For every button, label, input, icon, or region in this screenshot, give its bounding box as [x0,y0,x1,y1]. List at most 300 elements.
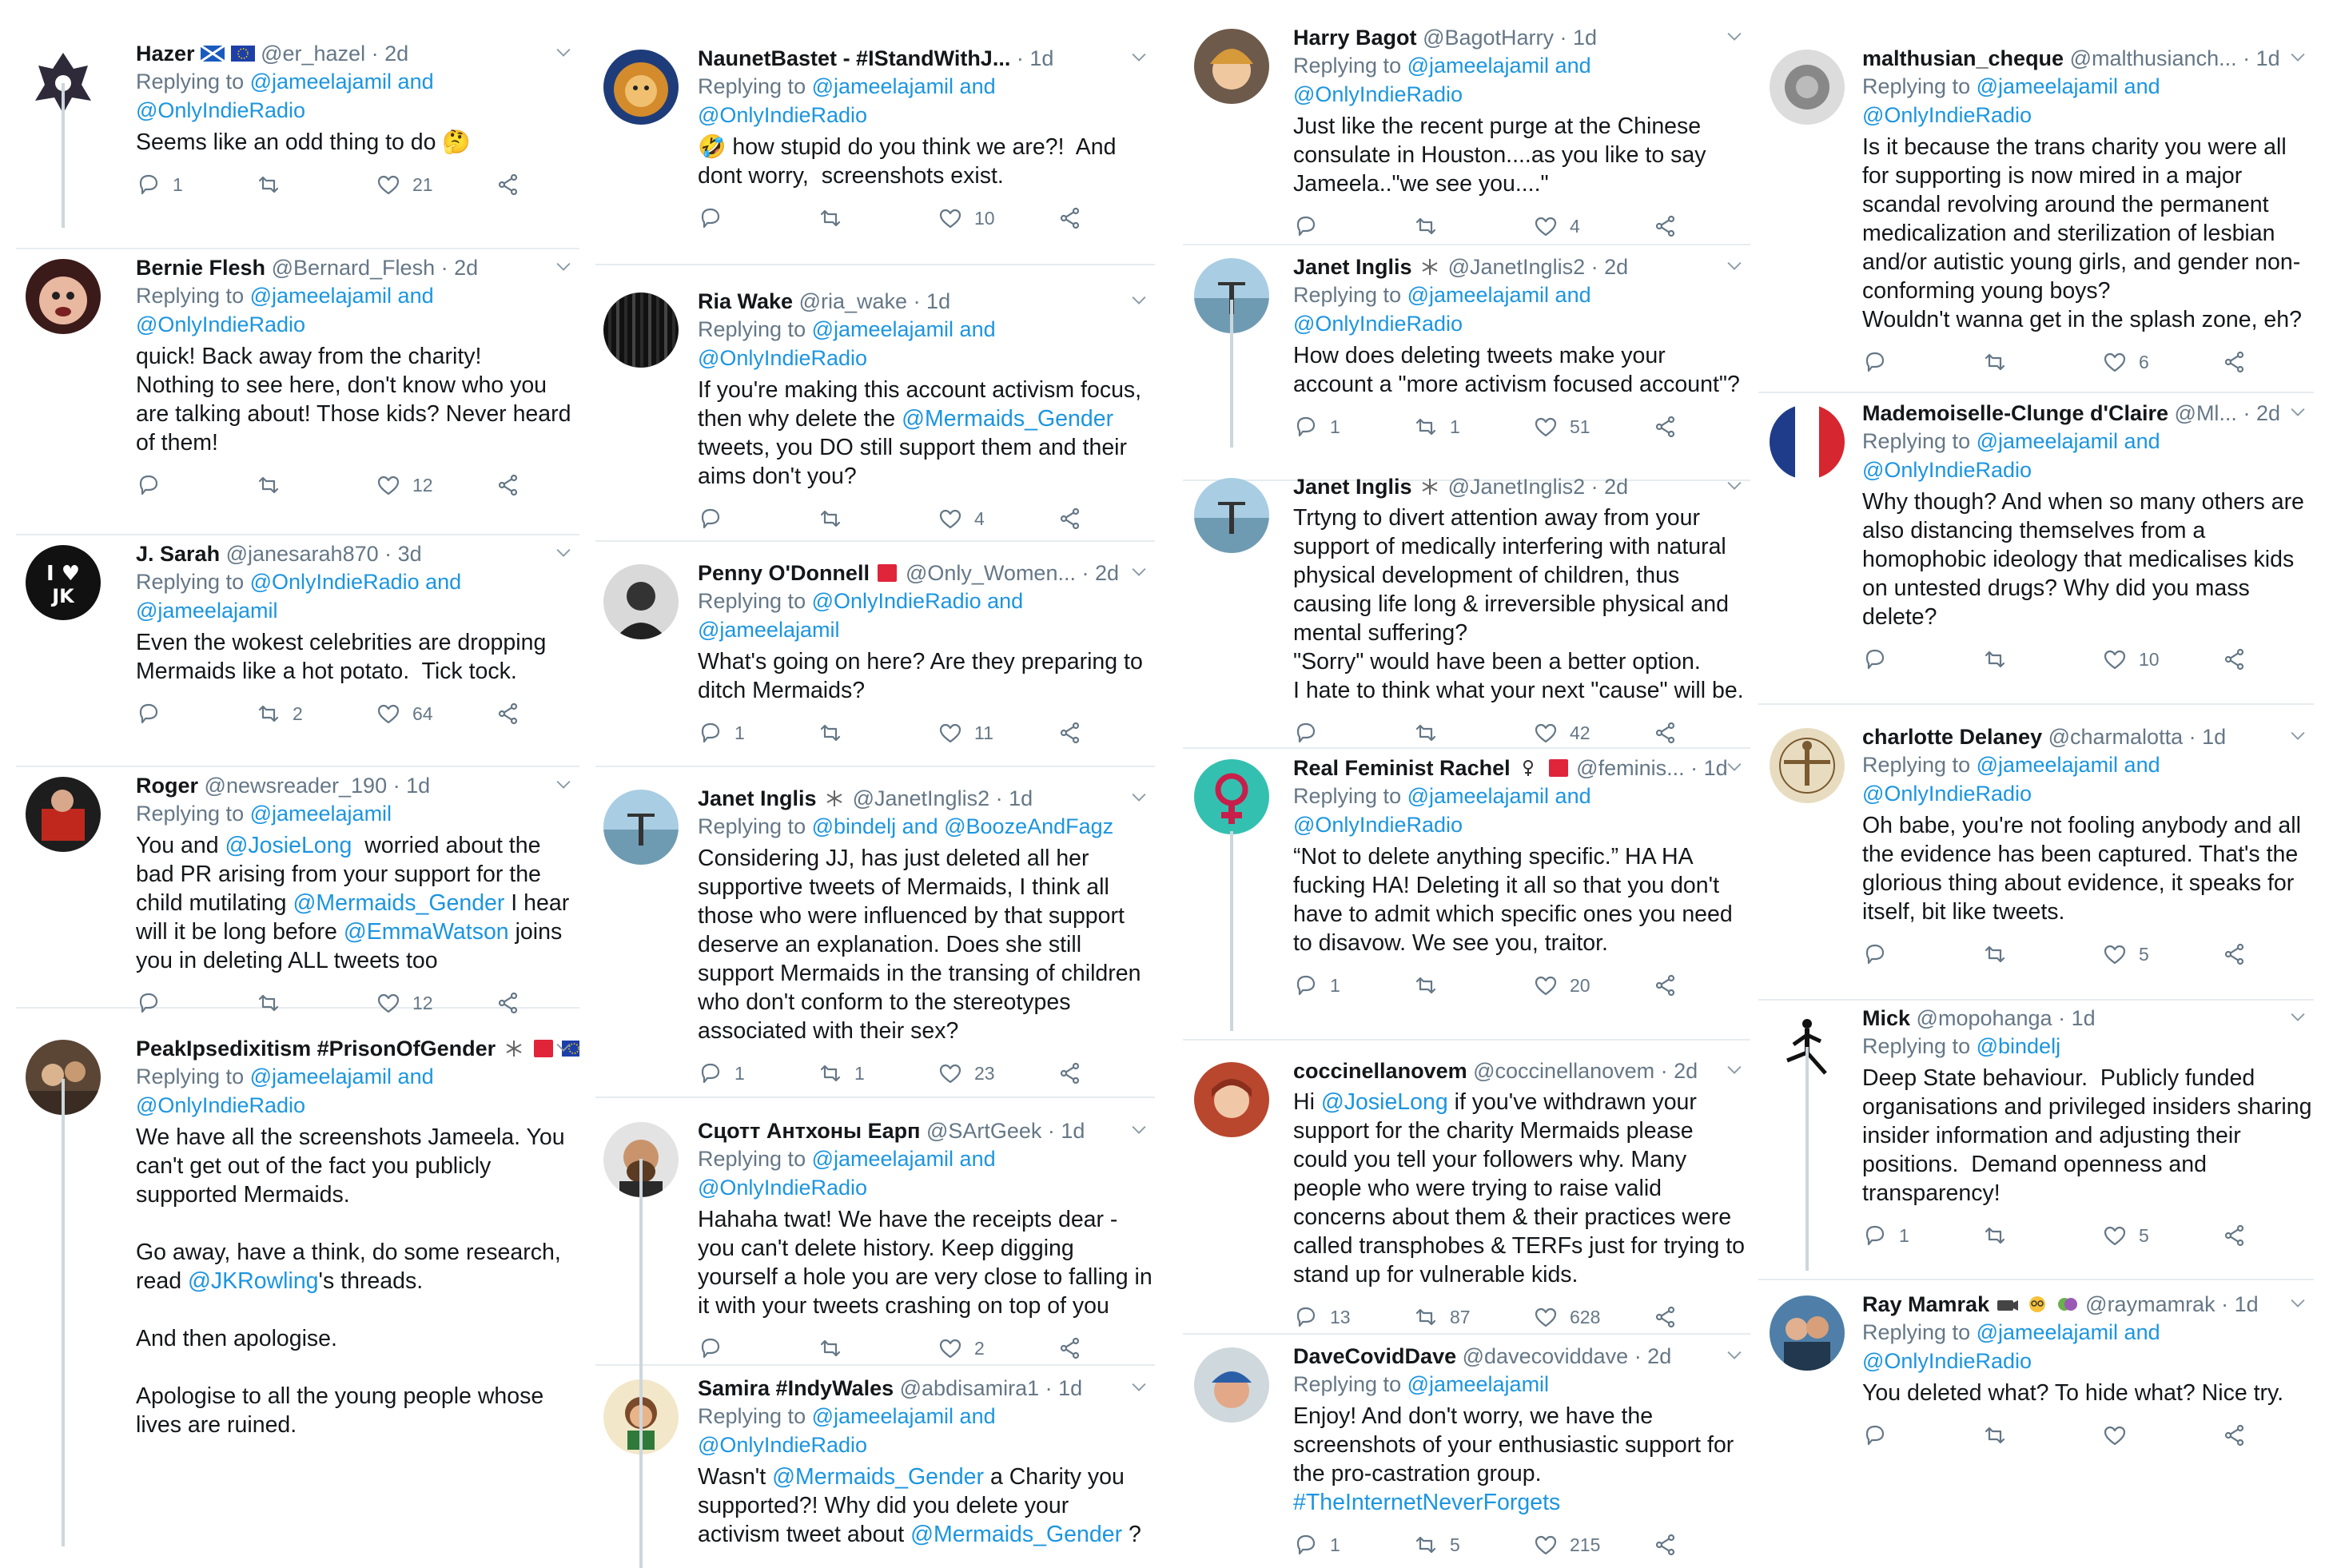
chevron-down-icon[interactable] [1723,1059,1746,1081]
timestamp[interactable]: · 2d [1081,561,1120,585]
thread-line [1230,300,1233,448]
avatar[interactable] [26,545,101,620]
retweet-button[interactable] [1413,1304,1533,1330]
share-button[interactable] [1057,720,1105,746]
reply-targets[interactable]: @jameelajamil and @OnlyIndieRadio [136,70,434,122]
replying-to-label: Replying to [698,1404,812,1428]
timestamp[interactable]: · 1d [913,289,951,313]
chevron-down-icon[interactable] [1723,1344,1746,1367]
replying-to-label: Replying to [1862,74,1977,98]
tweet-text-line: Go away, have a think, do some research, read @JKRowling's threads. [136,1240,567,1294]
tweet-header [1862,45,2314,72]
reply-icon [1293,1304,1319,1330]
tweet-divider [1183,1039,1750,1041]
like-count: 628 [1570,1306,1601,1327]
tweet-body [698,559,1155,746]
tweet-body [1293,1057,1750,1331]
avatar[interactable] [1194,29,1269,104]
share-button[interactable] [2222,941,2270,967]
user-handle[interactable]: @malthusianch... [2069,46,2237,70]
display-name[interactable]: malthusian_cheque [1862,46,2064,70]
share-button[interactable] [1057,1335,1105,1361]
replying-to [1293,281,1750,338]
chevron-down-icon[interactable] [2287,1006,2309,1029]
like-button[interactable] [2102,1423,2222,1448]
reply-button[interactable] [1293,213,1413,239]
display-name[interactable]: Roger [136,774,199,798]
timestamp[interactable]: · 1d [2188,725,2227,749]
chevron-down-icon[interactable] [1128,1119,1150,1141]
display-name[interactable]: DaveCovidDave [1293,1344,1457,1368]
chevron-down-icon[interactable] [552,256,575,278]
tweet-text [136,342,579,457]
like-button[interactable] [1533,1304,1653,1330]
tweet-body [136,540,579,727]
reply-button[interactable] [1293,1304,1413,1330]
tweet-text [698,647,1155,705]
like-button[interactable] [938,720,1057,746]
user-handle[interactable]: @newsreader_190 [204,774,388,798]
tweet-text [698,844,1155,1045]
chevron-down-icon[interactable] [2287,725,2309,747]
svg-text:JK: JK [52,585,74,607]
share-button[interactable] [1057,205,1105,231]
retweet-button[interactable] [256,172,376,197]
mention-link[interactable]: @Mermaids_Gender [902,406,1114,432]
chevron-down-icon[interactable] [2287,401,2309,424]
tweet-text-line: Apologise to all the young people whose lives are ruined. [136,1383,551,1438]
user-handle[interactable]: @ria_wake [798,289,908,313]
like-button[interactable] [2102,349,2222,375]
mention-link[interactable]: @Mermaids_Gender [772,1464,985,1490]
tweet-text [698,376,1155,491]
reply-targets[interactable]: @jameelajamil and @OnlyIndieRadio [698,317,996,370]
chevron-down-icon[interactable] [552,542,575,564]
tweet-text [1862,1064,2319,1208]
reply-button[interactable] [1293,973,1413,998]
display-name[interactable]: Samira #IndyWales [698,1376,894,1400]
retweet-icon [1982,1423,2008,1448]
display-name[interactable]: Mademoiselle-Clunge d'Claire [1862,401,2169,425]
reply-button[interactable] [1862,941,1982,967]
reply-targets[interactable]: @jameelajamil [249,802,392,826]
reply-targets[interactable]: @jameelajamil and @OnlyIndieRadio [698,74,996,127]
reply-button[interactable] [136,701,256,726]
like-button[interactable] [376,990,496,1016]
tweet-header [136,540,579,567]
replying-to [1293,51,1750,109]
tweet-text-line: We have all the screenshots Jameela. You can't get out of the fact you publicly supported Mermaids. [136,1124,571,1208]
tweet-column [16,0,579,1568]
reply-targets[interactable]: @jameelajamil and @OnlyIndieRadio [1293,283,1591,336]
like-button[interactable] [1533,973,1653,998]
avatar[interactable] [1194,1062,1269,1137]
retweet-button[interactable] [1413,973,1533,998]
reply-targets[interactable]: @jameelajamil and @OnlyIndieRadio [1862,753,2160,806]
thread-line [1805,1047,1809,1271]
replying-to [698,315,1155,372]
display-name[interactable]: J. Sarah [136,542,221,566]
display-name[interactable]: charlotte Delaney [1862,725,2043,749]
reply-targets[interactable]: @bindelj [1976,1034,2061,1058]
nerd-emoji [2025,1292,2049,1316]
chevron-down-icon[interactable] [1128,786,1150,809]
avatar[interactable] [1770,404,1845,480]
reply-targets[interactable]: @jameelajamil and @OnlyIndieRadio [136,1065,434,1117]
timestamp[interactable]: · 1d [1690,756,1728,780]
chevron-down-icon[interactable] [1128,289,1150,312]
tweet-header [1862,1291,2314,1318]
tweet-text [136,831,579,975]
like-button[interactable] [376,701,496,726]
display-name[interactable]: PeakIpsedixitism #PrisonOfGender [136,1037,496,1061]
user-handle[interactable]: @charmalotta [2048,725,2184,749]
tweet-body [136,1035,579,1439]
chevron-down-icon[interactable] [552,774,575,796]
mention-link[interactable]: @JKRowling [187,1268,319,1294]
avatar[interactable] [1194,478,1269,553]
retweet-button[interactable] [1982,349,2102,375]
retweet-button[interactable] [818,205,938,231]
retweet-button[interactable] [818,1061,938,1086]
reply-count: 1 [1330,974,1340,996]
retweet-button[interactable] [1982,1423,2102,1448]
like-button[interactable] [938,205,1057,231]
like-button[interactable] [1533,414,1653,440]
display-name[interactable]: Janet Inglis [1293,255,1412,279]
share-button[interactable] [2222,647,2270,672]
chevron-down-icon[interactable] [1723,26,1746,48]
avatar[interactable] [1770,728,1845,803]
retweet-button[interactable] [1982,1223,2102,1248]
reply-icon [1293,720,1319,746]
like-count: 10 [974,207,995,229]
share-button[interactable] [1653,213,1701,239]
tweet-header [698,559,1155,587]
user-handle[interactable]: @er_hazel [261,42,366,66]
like-button[interactable] [376,172,496,197]
chevron-down-icon[interactable] [1723,756,1746,778]
like-count: 12 [412,992,433,1013]
user-handle[interactable]: @JanetInglis2 [1447,475,1586,499]
share-button[interactable] [496,990,543,1016]
timestamp[interactable]: · 1d [1045,1376,1083,1400]
retweet-count: 5 [1450,1534,1460,1555]
tweet-text-line [1293,1488,1750,1517]
tweet-body [698,288,1155,532]
tweet-actions [1293,972,1750,999]
retweet-button[interactable] [256,472,376,498]
timestamp[interactable]: · 2d [1634,1344,1672,1368]
user-handle[interactable]: @feminis... [1576,756,1685,780]
reply-targets[interactable]: @OnlyIndieRadio and @jameelajamil [698,589,1024,642]
tweet-text [136,1123,579,1439]
timestamp[interactable]: · 2d [440,256,479,280]
tweet-text [698,1463,1155,1549]
reply-button[interactable] [1293,1532,1413,1558]
avatar[interactable] [1770,1295,1845,1371]
reply-icon [698,1335,723,1361]
tweet-text-line: 🤣 how stupid do you think we are?! And dont worry, screenshots exist. [698,134,1123,189]
avatar[interactable] [603,293,679,368]
tweet-text-line: Oh babe, you're not fooling anybody and all the evidence has been captured. That's the glorious thing about evidence, it speaks for itself, bit like tweets. [1862,813,2307,925]
reply-button[interactable] [136,990,256,1016]
timestamp[interactable]: · 1d [2221,1292,2259,1316]
tweet-text-line: I hate to think what your next "cause" will be. [1293,678,1744,703]
tweet-divider [1758,703,2314,705]
retweet-button[interactable] [1413,213,1533,239]
tweet-text-line: quick! Back away from the charity! [136,344,482,369]
reply-targets[interactable]: @jameelajamil and @OnlyIndieRadio [1862,429,2160,482]
box-red-emoji [875,561,899,585]
reply-targets[interactable]: @jameelajamil and @OnlyIndieRadio [1293,54,1591,106]
retweet-button[interactable] [1982,647,2102,672]
tweet-text-line [136,1209,579,1238]
display-name[interactable]: Janet Inglis [698,786,817,810]
chevron-down-icon[interactable] [1128,1376,1150,1399]
reply-button[interactable] [698,205,818,231]
share-button[interactable] [1653,720,1701,746]
display-name[interactable]: Penny O'Donnell [698,561,870,585]
chevron-down-icon[interactable] [1723,255,1746,277]
replying-to-label: Replying to [136,284,250,308]
retweet-button[interactable] [818,1335,938,1361]
retweet-button[interactable] [256,701,376,726]
display-name[interactable]: Harry Bagot [1293,26,1417,50]
share-icon [1653,1304,1678,1330]
avatar[interactable] [26,777,101,852]
tweet-actions [1862,1222,2314,1249]
reply-targets[interactable]: @bindelj and @BoozeAndFagz [811,814,1114,838]
chevron-down-icon[interactable] [1128,46,1150,69]
mention-link[interactable]: @Mermaids_Gender [293,890,505,916]
share-icon [1653,1532,1678,1558]
like-button[interactable] [1533,1532,1653,1558]
display-name[interactable]: coccinellanovem [1293,1059,1467,1083]
timestamp[interactable]: · 1d [1559,26,1598,50]
display-name[interactable]: Ray Mamrak [1862,1292,1990,1316]
retweet-button[interactable] [1982,941,2102,967]
like-icon [938,205,963,231]
display-name[interactable]: NaunetBastet [698,46,838,70]
share-icon [1057,205,1083,231]
like-button[interactable] [376,472,496,498]
like-icon [2102,1223,2128,1248]
mention-link[interactable]: @EmmaWatson [343,919,509,945]
tweet-body [1293,754,1750,999]
tweet-text [698,1205,1159,1320]
like-button[interactable] [1533,720,1653,746]
display-name[interactable]: Hazer [136,42,195,66]
thread-line [1230,831,1233,1031]
reply-targets[interactable]: @jameelajamil and @OnlyIndieRadio [136,284,434,336]
like-icon [2102,1423,2128,1448]
display-name[interactable]: Ria Wake [698,289,794,313]
share-button[interactable] [1653,973,1701,998]
reply-button[interactable] [1862,1223,1982,1248]
box-red-emoji [1547,756,1571,780]
retweet-button[interactable] [818,720,938,746]
share-button[interactable] [1653,1532,1701,1558]
reply-button[interactable] [136,172,256,197]
share-button[interactable] [496,172,543,197]
reply-button[interactable] [698,1335,818,1361]
share-button[interactable] [496,472,543,498]
reply-targets[interactable]: @jameelajamil and @OnlyIndieRadio [698,1404,996,1457]
like-icon [2102,349,2128,375]
share-button[interactable] [496,701,543,726]
user-handle[interactable]: @Only_Women... [905,561,1076,585]
like-count: 6 [2139,351,2149,372]
user-handle[interactable]: @SArtGeek [926,1119,1042,1143]
tweet-header [698,785,1155,812]
tweet-divider [1758,1279,2314,1280]
user-handle[interactable]: @mopohanga [1916,1006,2052,1030]
like-button[interactable] [2102,1223,2222,1248]
mention-link[interactable]: @JosieLong [1320,1089,1448,1115]
chevron-down-icon[interactable] [2287,46,2309,69]
share-button[interactable] [2222,1223,2270,1248]
like-button[interactable] [1533,213,1653,239]
display-name[interactable]: Janet Inglis [1293,475,1412,499]
avatar[interactable] [1194,1347,1269,1423]
timestamp[interactable]: · 1d [392,774,431,798]
share-icon [1653,414,1678,440]
replying-to [698,72,1155,129]
user-handle[interactable]: @coccinellanovem [1473,1059,1655,1083]
reply-targets[interactable]: @jameelajamil and @OnlyIndieRadio [1862,1320,2160,1373]
replying-to [1862,72,2314,129]
retweet-button[interactable] [1413,720,1533,746]
avatar[interactable] [603,790,679,865]
thread-line [62,1079,65,1546]
retweet-count: 87 [1450,1306,1471,1327]
user-handle[interactable]: @BagotHarry [1423,26,1555,50]
timestamp[interactable]: · 2d [1660,1059,1698,1083]
reply-targets[interactable]: @jameelajamil and @OnlyIndieRadio [698,1147,996,1200]
chevron-down-icon[interactable] [1723,475,1746,497]
retweet-button[interactable] [1413,414,1533,440]
like-count: 20 [1570,974,1590,996]
reply-icon [136,990,161,1016]
tweet-body [1293,473,1750,746]
retweet-button[interactable] [1413,1532,1533,1558]
display-name[interactable]: Сцотт Антхоны Еарп [698,1119,921,1143]
reply-button[interactable] [1293,414,1413,440]
avatar[interactable] [1194,759,1269,834]
share-button[interactable] [1057,506,1105,531]
user-handle[interactable]: @Bernard_Flesh [271,256,436,280]
share-icon [2222,941,2247,967]
snowflake-emoji [1418,255,1442,279]
user-handle[interactable]: @raymamrak [2085,1292,2216,1316]
reply-targets[interactable]: @OnlyIndieRadio and @jameelajamil [136,570,462,623]
avatar[interactable] [603,50,679,125]
replying-to [698,1144,1155,1202]
display-name[interactable]: Real Feminist Rachel [1293,756,1511,780]
hashtag-link[interactable]: #TheInternetNeverForgets [1293,1490,1561,1515]
tweet-divider [1183,244,1750,245]
avatar[interactable] [603,564,679,639]
mention-link[interactable]: @Mermaids_Gender [910,1522,1123,1547]
tweet-text-line: You deleted what? To hide what? Nice try. [1862,1380,2284,1406]
chevron-down-icon[interactable] [2287,1292,2309,1315]
reply-button[interactable] [698,506,818,531]
flag-eu-emoji [231,42,255,66]
tweet-text-line: Wouldn't wanna get in the splash zone, eh? [1862,307,2302,332]
share-button[interactable] [1653,1304,1701,1330]
timestamp[interactable]: · 1d [2243,46,2280,70]
share-button[interactable] [1057,1061,1105,1086]
timestamp[interactable]: · 2d [2243,401,2280,425]
avatar[interactable] [26,259,101,334]
user-handle[interactable]: @JanetInglis2 [1447,255,1586,279]
tweet-divider [1758,999,2314,1001]
timestamp[interactable]: · 1d [1047,1119,1085,1143]
like-icon [2102,941,2128,967]
like-button[interactable] [938,506,1057,531]
reply-button[interactable] [698,720,818,746]
user-handle[interactable]: @abdisamira1 [899,1376,1040,1400]
timestamp[interactable]: · 1d [1016,46,1054,70]
retweet-button[interactable] [818,506,938,531]
share-button[interactable] [2222,1423,2270,1448]
timestamp[interactable]: · 2d [1590,475,1629,499]
tweet-header [1862,723,2314,750]
timestamp[interactable]: · 2d [1590,255,1629,279]
user-handle[interactable]: @Ml... [2174,401,2237,425]
chevron-down-icon[interactable] [552,42,575,64]
share-button[interactable] [1653,414,1701,440]
mention-link[interactable]: @JosieLong [225,833,352,858]
tweet-header [1293,1343,1750,1370]
avatar[interactable] [1770,50,1845,125]
timestamp[interactable]: · 1d [995,786,1033,810]
reply-icon [1293,213,1319,239]
share-icon [496,172,521,197]
display-name[interactable]: Mick [1862,1006,1911,1030]
tweet-text [1293,112,1750,198]
replying-to [1293,1370,1750,1399]
reply-button[interactable] [1862,647,1982,672]
user-handle[interactable]: @davecoviddave [1462,1344,1629,1368]
retweet-button[interactable] [256,990,376,1016]
share-button[interactable] [2222,349,2270,375]
reply-targets[interactable]: @jameelajamil and @OnlyIndieRadio [1862,74,2160,127]
timestamp[interactable]: · 3d [384,542,422,566]
reply-button[interactable] [698,1061,818,1086]
reply-button[interactable] [1862,1423,1982,1448]
reply-button[interactable] [1293,720,1413,746]
chevron-down-icon[interactable] [1128,561,1150,583]
like-button[interactable] [2102,647,2222,672]
reply-targets[interactable]: @jameelajamil and @OnlyIndieRadio [1293,784,1591,837]
like-button[interactable] [2102,941,2222,967]
user-handle[interactable]: @janesarah870 [225,542,379,566]
reply-button[interactable] [1862,349,1982,375]
display-name[interactable]: Bernie Flesh [136,256,266,280]
chevron-down-icon[interactable] [552,1037,575,1059]
like-button[interactable] [938,1061,1057,1086]
timestamp[interactable]: · 1d [2058,1006,2096,1030]
reply-targets[interactable]: @jameelajamil [1407,1372,1550,1396]
tweet-divider [16,248,579,249]
timestamp[interactable]: · 2d [371,42,409,66]
user-handle[interactable]: @JanetInglis2 [852,786,990,810]
like-button[interactable] [938,1335,1057,1361]
reply-count: 1 [1899,1224,1909,1246]
reply-button[interactable] [136,472,256,498]
